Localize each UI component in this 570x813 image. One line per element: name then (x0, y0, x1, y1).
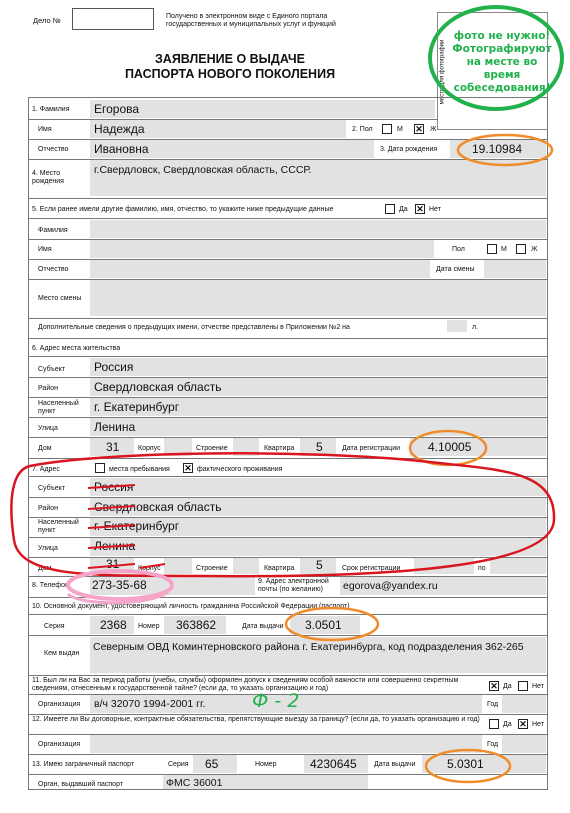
actual-residence-label: фактического проживания (197, 466, 283, 473)
patronymic-label: Отчество (38, 146, 69, 153)
secrecy-org-label: Организация (38, 701, 81, 708)
orange-circle-fp-date (426, 750, 510, 782)
sex-label: 2. Пол (352, 126, 373, 133)
obligations-yes-label: Да (503, 721, 512, 728)
prev-names-no-checkbox[interactable]: ✕ (416, 204, 424, 214)
sex-f-label: Ж (430, 126, 437, 133)
actual-residence-checkbox[interactable]: ✕ (184, 463, 192, 473)
secrecy-yes-label: Да (503, 683, 512, 690)
birthdate-value: 19.10984 (472, 142, 523, 156)
email-label: 9. Адрес электронной почты (по желанию) (258, 578, 329, 593)
stay-label: места пребывания (109, 466, 170, 473)
fp-number-value: 4230645 (310, 757, 357, 771)
obligations-no-label: Нет (532, 721, 544, 728)
a7-term-to-label: по (478, 565, 486, 572)
residence-title: 6. Адрес места жительства (32, 345, 121, 352)
a7-structure-label: Строение (196, 565, 228, 572)
a7-locality-label: Населенный пункт (38, 519, 79, 534)
orange-circle-issue-date (286, 608, 378, 640)
id-issued-by-value: Северным ОВД Коминтерновского района г. Екатеринбурга, код подразделения 362-265 (93, 641, 524, 653)
a7-subject-value: Россия (94, 480, 134, 494)
fp-number-label: Номер (255, 761, 277, 768)
sex-f-checkbox[interactable]: ✕ (415, 124, 423, 134)
birthplace-label: 4. Место рождения (32, 170, 64, 185)
res-subject-label: Субъект (38, 366, 66, 373)
res-locality-value: г. Екатеринбург (94, 400, 180, 414)
birthdate-label: 3. Дата рождения (380, 146, 438, 153)
portal-note: Получено в электронном виде с Единого портала государственных и муниципальных услуг и функций (166, 13, 336, 28)
id-issued-by-label: Кем выдан (44, 650, 80, 657)
red-loop-annotation (11, 453, 554, 576)
extra-info-text: Дополнительные сведения о предыдущих имени, отчестве представлены в Приложении №2 на (38, 324, 350, 331)
secrecy-question: 11. Был ли на Вас за период работы (учебы, службы) оформлен допуск к сведениям особой важности или совершенно секретным сведениям, отнесенным к государственной тайне? (если да, то указать организацию и год) (32, 677, 459, 692)
photo-note: фото не нужно! Фотографируют на месте во время собеседования! (452, 30, 552, 94)
a7-apartment-value: 5 (316, 558, 323, 572)
change-date-label: Дата смены (436, 266, 475, 273)
prev-surname-label: Фамилия (38, 227, 68, 234)
work-form-note: Ф - 2 (252, 690, 300, 712)
fp-issuer-label: Орган, выдавший паспорт (38, 781, 124, 788)
obligations-question: 12. Имеете ли Вы договорные, контрактные обязательства, препятствующие выезду за границу? (если да, то указать организацию и год) (32, 716, 480, 723)
name-label: Имя (38, 126, 52, 133)
prev-name-label: Имя (38, 246, 52, 253)
obligations-org-label: Организация (38, 741, 81, 748)
case-number-label: Дело № (33, 16, 61, 25)
prev-sex-f-label: Ж (531, 246, 538, 253)
res-reg-date-value: 4.10005 (428, 440, 472, 454)
secrecy-yes-checkbox[interactable]: ✕ (490, 681, 498, 691)
prev-patronymic-label: Отчество (38, 266, 69, 273)
a7-street-value: Ленина (94, 539, 136, 553)
red-strike-annotations (88, 485, 165, 568)
res-house-value: 31 (106, 440, 120, 454)
res-apartment-label: Квартира (264, 445, 295, 452)
id-issue-date-label: Дата выдачи (242, 623, 284, 630)
address7-title: 7. Адрес (32, 466, 60, 473)
res-street-value: Ленина (94, 420, 136, 434)
obligations-year-label: Год (487, 741, 499, 748)
email-value: egorova@yandex.ru (343, 580, 438, 592)
foreign-passport-label: 13. Имею заграничный паспорт (32, 761, 135, 768)
fp-issue-date-label: Дата выдачи (374, 761, 416, 768)
photo-place-label: место для фотографии (439, 39, 446, 105)
a7-house-label: Дом (38, 565, 52, 572)
id-series-value: 2368 (100, 618, 127, 632)
surname-label: 1. Фамилия (32, 106, 70, 113)
id-doc-title: 10. Основной документ, удостоверяющий личность гражданина Российской Федерации (паспорт) (32, 603, 350, 610)
fp-series-label: Серия (168, 761, 189, 768)
fp-series-value: 65 (205, 757, 219, 771)
surname-value: Егорова (94, 102, 140, 116)
prev-sex-label: Пол (452, 246, 465, 253)
res-street-label: Улица (38, 425, 58, 432)
patronymic-value: Ивановна (94, 142, 149, 156)
extra-info-unit: л. (472, 324, 479, 331)
secrecy-year-label: Год (487, 701, 499, 708)
a7-district-label: Район (38, 505, 58, 512)
sex-m-label: М (397, 126, 403, 133)
id-issue-date-value: 3.0501 (305, 618, 342, 632)
phone-value: 273-35-68 (92, 578, 147, 592)
res-building-label: Корпус (138, 445, 161, 452)
res-locality-label: Населенный пункт (38, 400, 79, 415)
res-district-value: Свердловская область (94, 380, 222, 394)
a7-subject-label: Субъект (38, 485, 66, 492)
res-structure-label: Строение (196, 445, 228, 452)
form-title-line2: ПАСПОРТА НОВОГО ПОКОЛЕНИЯ (124, 67, 336, 81)
res-house-label: Дом (38, 445, 52, 452)
id-number-value: 363862 (176, 618, 217, 632)
id-number-label: Номер (138, 623, 160, 630)
prev-names-question: 5. Если ранее имели другие фамилию, имя, отчество, то укажите ниже предыдущие данные (32, 206, 334, 213)
obligations-no-checkbox[interactable]: ✕ (519, 719, 527, 729)
a7-locality-value: г. Екатеринбург (94, 519, 180, 533)
a7-house-value: 31 (106, 557, 120, 571)
change-place-label: Место смены (38, 295, 82, 302)
a7-apartment-label: Квартира (264, 565, 295, 572)
a7-term-label: Срок регистрации (342, 565, 401, 572)
form-title-line1: ЗАЯВЛЕНИЕ О ВЫДАЧЕ (154, 52, 306, 66)
res-apartment-value: 5 (316, 440, 323, 454)
prev-names-no-label: Нет (429, 206, 441, 213)
prev-sex-m-label: М (501, 246, 507, 253)
res-district-label: Район (38, 385, 58, 392)
name-value: Надежда (94, 122, 145, 136)
phone-label: 8. Телефон (32, 582, 69, 589)
fp-issuer-value: ФМС 36001 (166, 777, 223, 789)
secrecy-no-label: Нет (532, 683, 544, 690)
a7-building-label: Корпус (138, 565, 161, 572)
fp-issue-date-value: 5.0301 (447, 757, 484, 771)
a7-district-value: Свердловская область (94, 500, 222, 514)
birthplace-value: г.Свердловск, Свердловская область, СССР. (94, 164, 312, 176)
res-subject-value: Россия (94, 360, 134, 374)
prev-names-yes-label: Да (399, 206, 408, 213)
id-series-label: Серия (44, 623, 65, 630)
a7-street-label: Улица (38, 545, 58, 552)
orange-circle-birthdate (458, 135, 552, 165)
secrecy-org-value: в/ч 32070 1994-2001 гг. (94, 698, 206, 710)
res-reg-date-label: Дата регистрации (342, 445, 401, 452)
